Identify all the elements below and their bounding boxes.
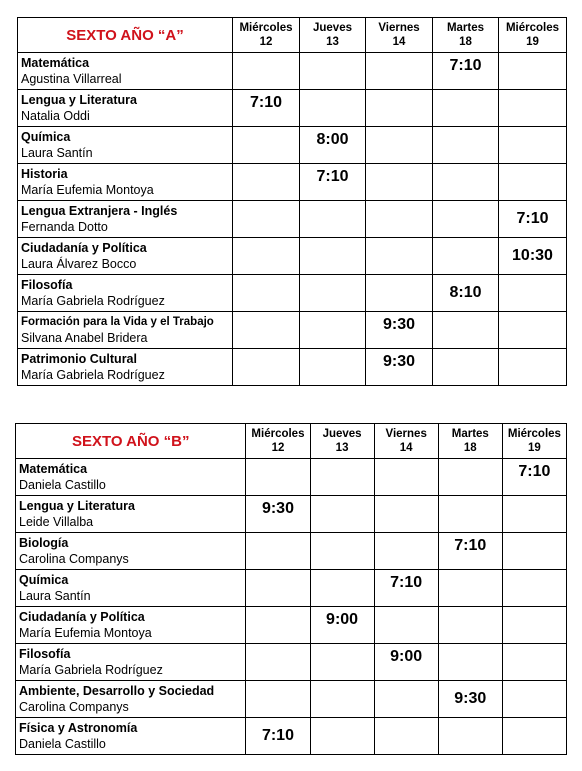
time-cell: 7:10 [502, 459, 566, 496]
subject-name: Filosofía [21, 277, 73, 292]
time-cell [433, 238, 499, 275]
time-cell [433, 164, 499, 201]
subject-name: Química [19, 572, 69, 587]
time-cell: 10:30 [499, 238, 567, 275]
time-cell [438, 459, 502, 496]
time-cell [310, 570, 374, 607]
time-cell [374, 496, 438, 533]
time-cell: 7:10 [300, 164, 366, 201]
time-cell [300, 201, 366, 238]
table-row [16, 570, 567, 607]
day-name: Miércoles [507, 428, 561, 440]
day-number: 18 [459, 36, 472, 48]
time-cell [502, 607, 566, 644]
teacher-name: Daniela Castillo [19, 736, 106, 751]
time-cell [374, 607, 438, 644]
time-cell: 7:10 [438, 533, 502, 570]
day-name: Viernes [378, 22, 420, 34]
teacher-name: María Gabriela Rodríguez [19, 662, 163, 677]
subject-name: Filosofía [19, 646, 71, 661]
day-header [310, 424, 374, 459]
time-cell [300, 349, 366, 386]
teacher-name: Laura Álvarez Bocco [21, 256, 137, 271]
time-cell [233, 312, 300, 349]
time-cell [499, 349, 567, 386]
teacher-name: Carolina Companys [19, 699, 129, 714]
time-cell: 9:00 [310, 607, 374, 644]
day-name: Miércoles [251, 428, 305, 440]
table-row [16, 644, 567, 681]
time-cell [502, 718, 566, 755]
time-cell: 7:10 [499, 201, 567, 238]
time-cell [499, 312, 567, 349]
teacher-name: María Gabriela Rodríguez [21, 293, 165, 308]
time-cell [300, 312, 366, 349]
day-number: 14 [392, 36, 406, 48]
time-cell [246, 607, 310, 644]
subject-name: Ciudadanía y Política [19, 609, 145, 624]
time-cell [246, 681, 310, 718]
subject-name: Física y Astronomía [19, 720, 138, 735]
table-row [18, 312, 567, 349]
subject-cell [16, 644, 246, 681]
teacher-name: Daniela Castillo [19, 477, 106, 492]
time-cell [300, 53, 366, 90]
time-cell [502, 681, 566, 718]
day-header [433, 18, 499, 53]
day-header [246, 424, 310, 459]
table-row [16, 718, 567, 755]
time-cell [433, 201, 499, 238]
time-cell [310, 718, 374, 755]
table-row [18, 164, 567, 201]
time-cell [366, 238, 433, 275]
subject-name: Historia [21, 166, 68, 181]
time-cell [310, 644, 374, 681]
time-cell [433, 127, 499, 164]
time-cell [246, 533, 310, 570]
table-row [18, 275, 567, 312]
subject-name: Matemática [19, 461, 88, 476]
time-cell [433, 312, 499, 349]
table-title: SEXTO AÑO “B” [16, 424, 246, 459]
time-cell [366, 127, 433, 164]
day-number: 12 [259, 36, 273, 48]
day-header [502, 424, 566, 459]
time-cell [499, 53, 567, 90]
day-name: Miércoles [505, 22, 560, 34]
time-cell: 9:30 [366, 312, 433, 349]
teacher-name: Carolina Companys [19, 551, 129, 566]
time-cell: 7:10 [233, 90, 300, 127]
table-row [18, 349, 567, 386]
time-cell: 7:10 [374, 570, 438, 607]
day-header [233, 18, 300, 53]
teacher-name: Laura Santín [21, 145, 93, 160]
time-cell [233, 127, 300, 164]
day-number: 14 [399, 442, 413, 454]
time-cell: 7:10 [433, 53, 499, 90]
time-cell [499, 127, 567, 164]
subject-cell [18, 201, 233, 238]
subject-cell [16, 607, 246, 644]
time-cell [374, 533, 438, 570]
time-cell [502, 644, 566, 681]
subject-cell [16, 681, 246, 718]
time-cell [499, 275, 567, 312]
time-cell [233, 275, 300, 312]
day-name: Jueves [322, 428, 362, 440]
day-name: Martes [451, 428, 489, 440]
subject-cell [18, 238, 233, 275]
table-row [18, 238, 567, 275]
time-cell [233, 238, 300, 275]
subject-cell [18, 90, 233, 127]
time-cell [310, 459, 374, 496]
time-cell [310, 533, 374, 570]
time-cell [233, 164, 300, 201]
day-number: 13 [326, 36, 339, 48]
day-header [300, 18, 366, 53]
day-header [499, 18, 567, 53]
header-row [16, 424, 567, 459]
time-cell [300, 90, 366, 127]
time-cell [438, 718, 502, 755]
time-cell [374, 459, 438, 496]
day-number: 19 [528, 442, 541, 454]
time-cell: 9:30 [438, 681, 502, 718]
time-cell: 8:00 [300, 127, 366, 164]
subject-name: Ciudadanía y Política [21, 240, 147, 255]
table-row [16, 459, 567, 496]
table-row [16, 681, 567, 718]
time-cell [233, 349, 300, 386]
day-header [438, 424, 502, 459]
time-cell [246, 570, 310, 607]
time-cell [433, 90, 499, 127]
day-header [366, 18, 433, 53]
time-cell [502, 533, 566, 570]
subject-cell [16, 570, 246, 607]
table-row [18, 127, 567, 164]
day-number: 19 [526, 36, 539, 48]
header-row [18, 18, 567, 53]
time-cell [433, 349, 499, 386]
time-cell [233, 53, 300, 90]
day-number: 13 [335, 442, 349, 454]
table-row [18, 53, 567, 90]
table-title: SEXTO AÑO “A” [18, 18, 233, 53]
teacher-name: Agustina Villarreal [21, 71, 122, 86]
time-cell [366, 53, 433, 90]
teacher-name: Leide Villalba [19, 514, 94, 529]
time-cell [438, 496, 502, 533]
time-cell [246, 459, 310, 496]
time-cell [374, 681, 438, 718]
time-cell [310, 681, 374, 718]
subject-cell [18, 127, 233, 164]
day-number: 18 [463, 442, 477, 454]
teacher-name: Natalia Oddi [21, 108, 90, 123]
teacher-name: María Eufemia Montoya [19, 625, 152, 640]
time-cell: 8:10 [433, 275, 499, 312]
day-name: Martes [446, 22, 485, 34]
time-cell [499, 164, 567, 201]
subject-name: Lengua y Literatura [19, 498, 135, 513]
time-cell: 7:10 [246, 718, 310, 755]
time-cell [366, 90, 433, 127]
subject-cell [16, 496, 246, 533]
subject-cell [18, 164, 233, 201]
teacher-name: Laura Santín [19, 588, 91, 603]
time-cell: 9:00 [374, 644, 438, 681]
subject-cell [16, 533, 246, 570]
time-cell [300, 238, 366, 275]
subject-name: Formación para la Vida y el Trabajo [21, 315, 214, 328]
table-row [16, 607, 567, 644]
teacher-name: María Eufemia Montoya [21, 182, 154, 197]
subject-name: Lengua Extranjera - Inglés [21, 203, 178, 218]
day-name: Viernes [385, 428, 427, 440]
subject-cell [16, 459, 246, 496]
time-cell [374, 718, 438, 755]
table-row [16, 533, 567, 570]
subject-name: Matemática [21, 55, 90, 70]
subject-name: Lengua y Literatura [21, 92, 137, 107]
subject-cell [18, 349, 233, 386]
table-row [18, 90, 567, 127]
time-cell [502, 570, 566, 607]
subject-cell [18, 275, 233, 312]
time-cell [499, 90, 567, 127]
teacher-name: Fernanda Dotto [21, 219, 108, 234]
subject-name: Patrimonio Cultural [21, 351, 137, 366]
day-number: 12 [271, 442, 285, 454]
teacher-name: María Gabriela Rodríguez [21, 367, 165, 382]
subject-cell [16, 718, 246, 755]
subject-cell [18, 312, 233, 349]
time-cell [246, 644, 310, 681]
teacher-name: Silvana Anabel Bridera [21, 330, 148, 345]
time-cell [366, 201, 433, 238]
time-cell [366, 275, 433, 312]
subject-name: Biología [19, 535, 69, 550]
time-cell [366, 164, 433, 201]
time-cell [233, 201, 300, 238]
subject-cell [18, 53, 233, 90]
table-row [16, 496, 567, 533]
time-cell: 9:30 [366, 349, 433, 386]
subject-name: Química [21, 129, 71, 144]
schedule-table-sexto-b [15, 423, 567, 755]
subject-name: Ambiente, Desarrollo y Sociedad [19, 683, 215, 698]
day-name: Jueves [312, 22, 352, 34]
time-cell [438, 607, 502, 644]
time-cell [300, 275, 366, 312]
time-cell [502, 496, 566, 533]
table-row [18, 201, 567, 238]
time-cell [438, 644, 502, 681]
time-cell [310, 496, 374, 533]
time-cell: 9:30 [246, 496, 310, 533]
time-cell [438, 570, 502, 607]
day-name: Miércoles [239, 22, 293, 34]
day-header [374, 424, 438, 459]
schedule-table-sexto-a [17, 17, 567, 386]
